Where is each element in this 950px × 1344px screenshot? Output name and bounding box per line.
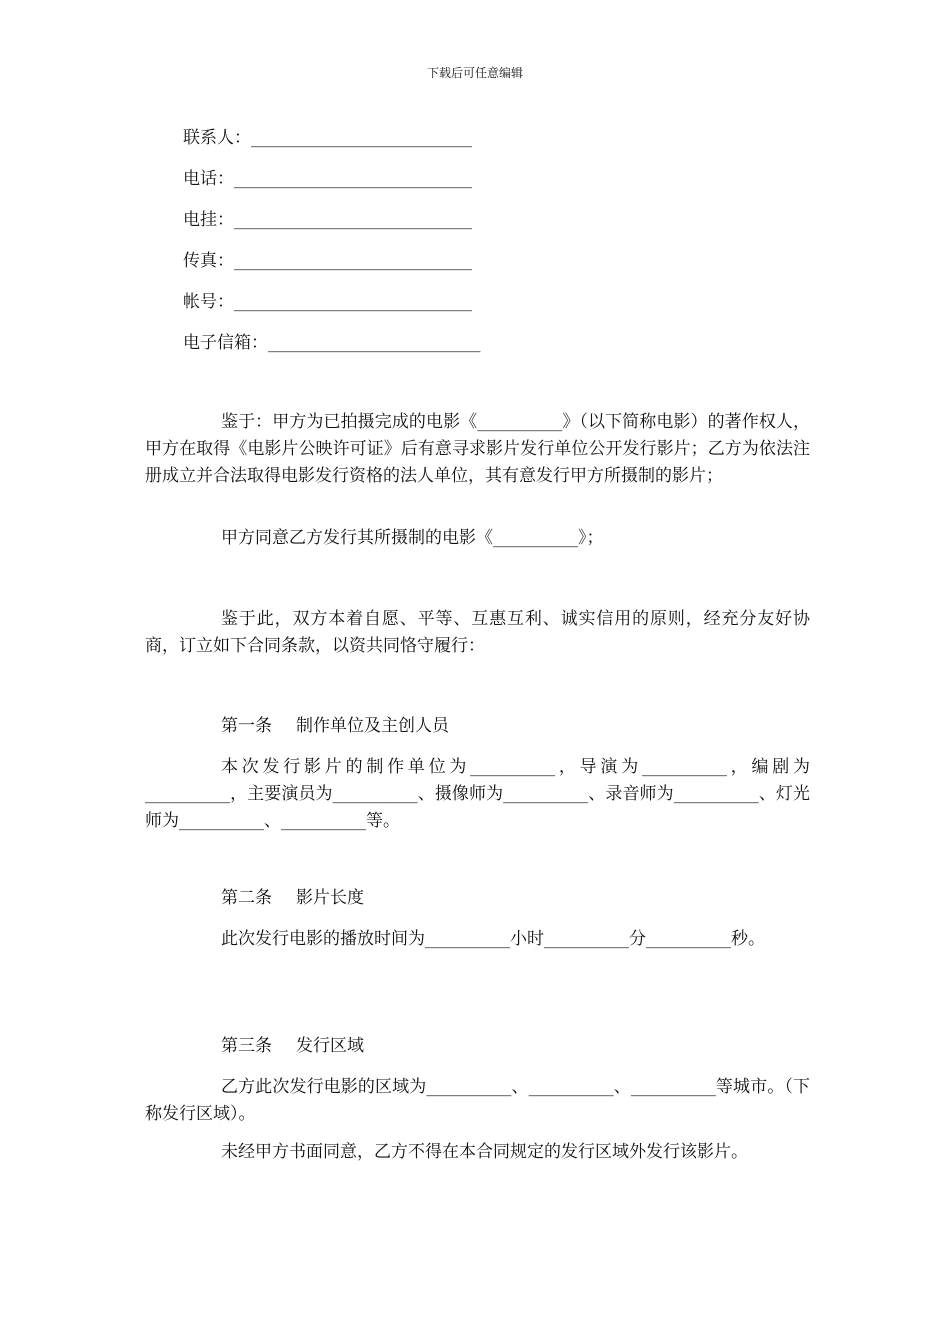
- article-1-title: 制作单位及主创人员: [296, 716, 449, 736]
- article-3-number: 第三条: [221, 1036, 272, 1056]
- article-2-body: 此次发行电影的播放时间为__________小时__________分__________秒。: [221, 929, 765, 949]
- phone-label: 电话：: [183, 169, 234, 189]
- article-2-number: 第二条: [221, 888, 272, 908]
- article-3-title: 发行区域: [296, 1036, 364, 1056]
- header-note: 下载后可任意编辑: [426, 66, 523, 80]
- email-blank: _________________________: [268, 333, 481, 353]
- article-1-heading: [221, 715, 449, 737]
- contact-person-line: [183, 127, 472, 149]
- contact-person-blank: __________________________: [251, 128, 472, 148]
- email-line: [183, 332, 481, 354]
- whereas-paragraph-1: 鉴于：甲方为已拍摄完成的电影《__________》（以下简称电影）的著作权人，甲方在取得《电影片公映许可证》后有意寻求影片发行单位公开发行影片；乙方为依法注册成立并合法取得电影发行资格的法人单位，其有意发行甲方所摄制的影片；: [145, 412, 810, 486]
- article-1-body: 本次发行影片的制作单位为__________，导演为__________，编剧为__________，主要演员为__________、摄像师为__________、录音师为__________、灯光师为__________、__________等。: [145, 757, 810, 831]
- whereas-paragraph-2: 甲方同意乙方发行其所摄制的电影《__________》；: [221, 528, 604, 548]
- telegram-blank: ____________________________: [234, 210, 472, 230]
- phone-blank: ____________________________: [234, 169, 472, 189]
- article-2-heading: [221, 887, 364, 909]
- article-1-number: 第一条: [221, 716, 272, 736]
- account-blank: ____________________________: [234, 292, 472, 312]
- article-3-heading: [221, 1035, 364, 1057]
- email-label: 电子信箱：: [183, 333, 268, 353]
- telegram-label: 电挂：: [183, 210, 234, 230]
- fax-blank: ____________________________: [234, 251, 472, 271]
- article-3-body-1: 乙方此次发行电影的区域为__________、__________、__________等城市。（下称发行区域）。: [145, 1077, 810, 1124]
- telegram-line: [183, 209, 472, 231]
- phone-line: [183, 168, 472, 190]
- contact-person-label: 联系人：: [183, 128, 251, 148]
- article-3-body-2: 未经甲方书面同意，乙方不得在本合同规定的发行区域外发行该影片。: [221, 1142, 748, 1162]
- article-2-title: 影片长度: [296, 888, 364, 908]
- account-line: [183, 291, 472, 313]
- fax-line: [183, 250, 472, 272]
- fax-label: 传真：: [183, 251, 234, 271]
- whereas-paragraph-3: 鉴于此，双方本着自愿、平等、互惠互利、诚实信用的原则，经充分友好协商，订立如下合同条款，以资共同恪守履行：: [145, 609, 810, 656]
- account-label: 帐号：: [183, 292, 234, 312]
